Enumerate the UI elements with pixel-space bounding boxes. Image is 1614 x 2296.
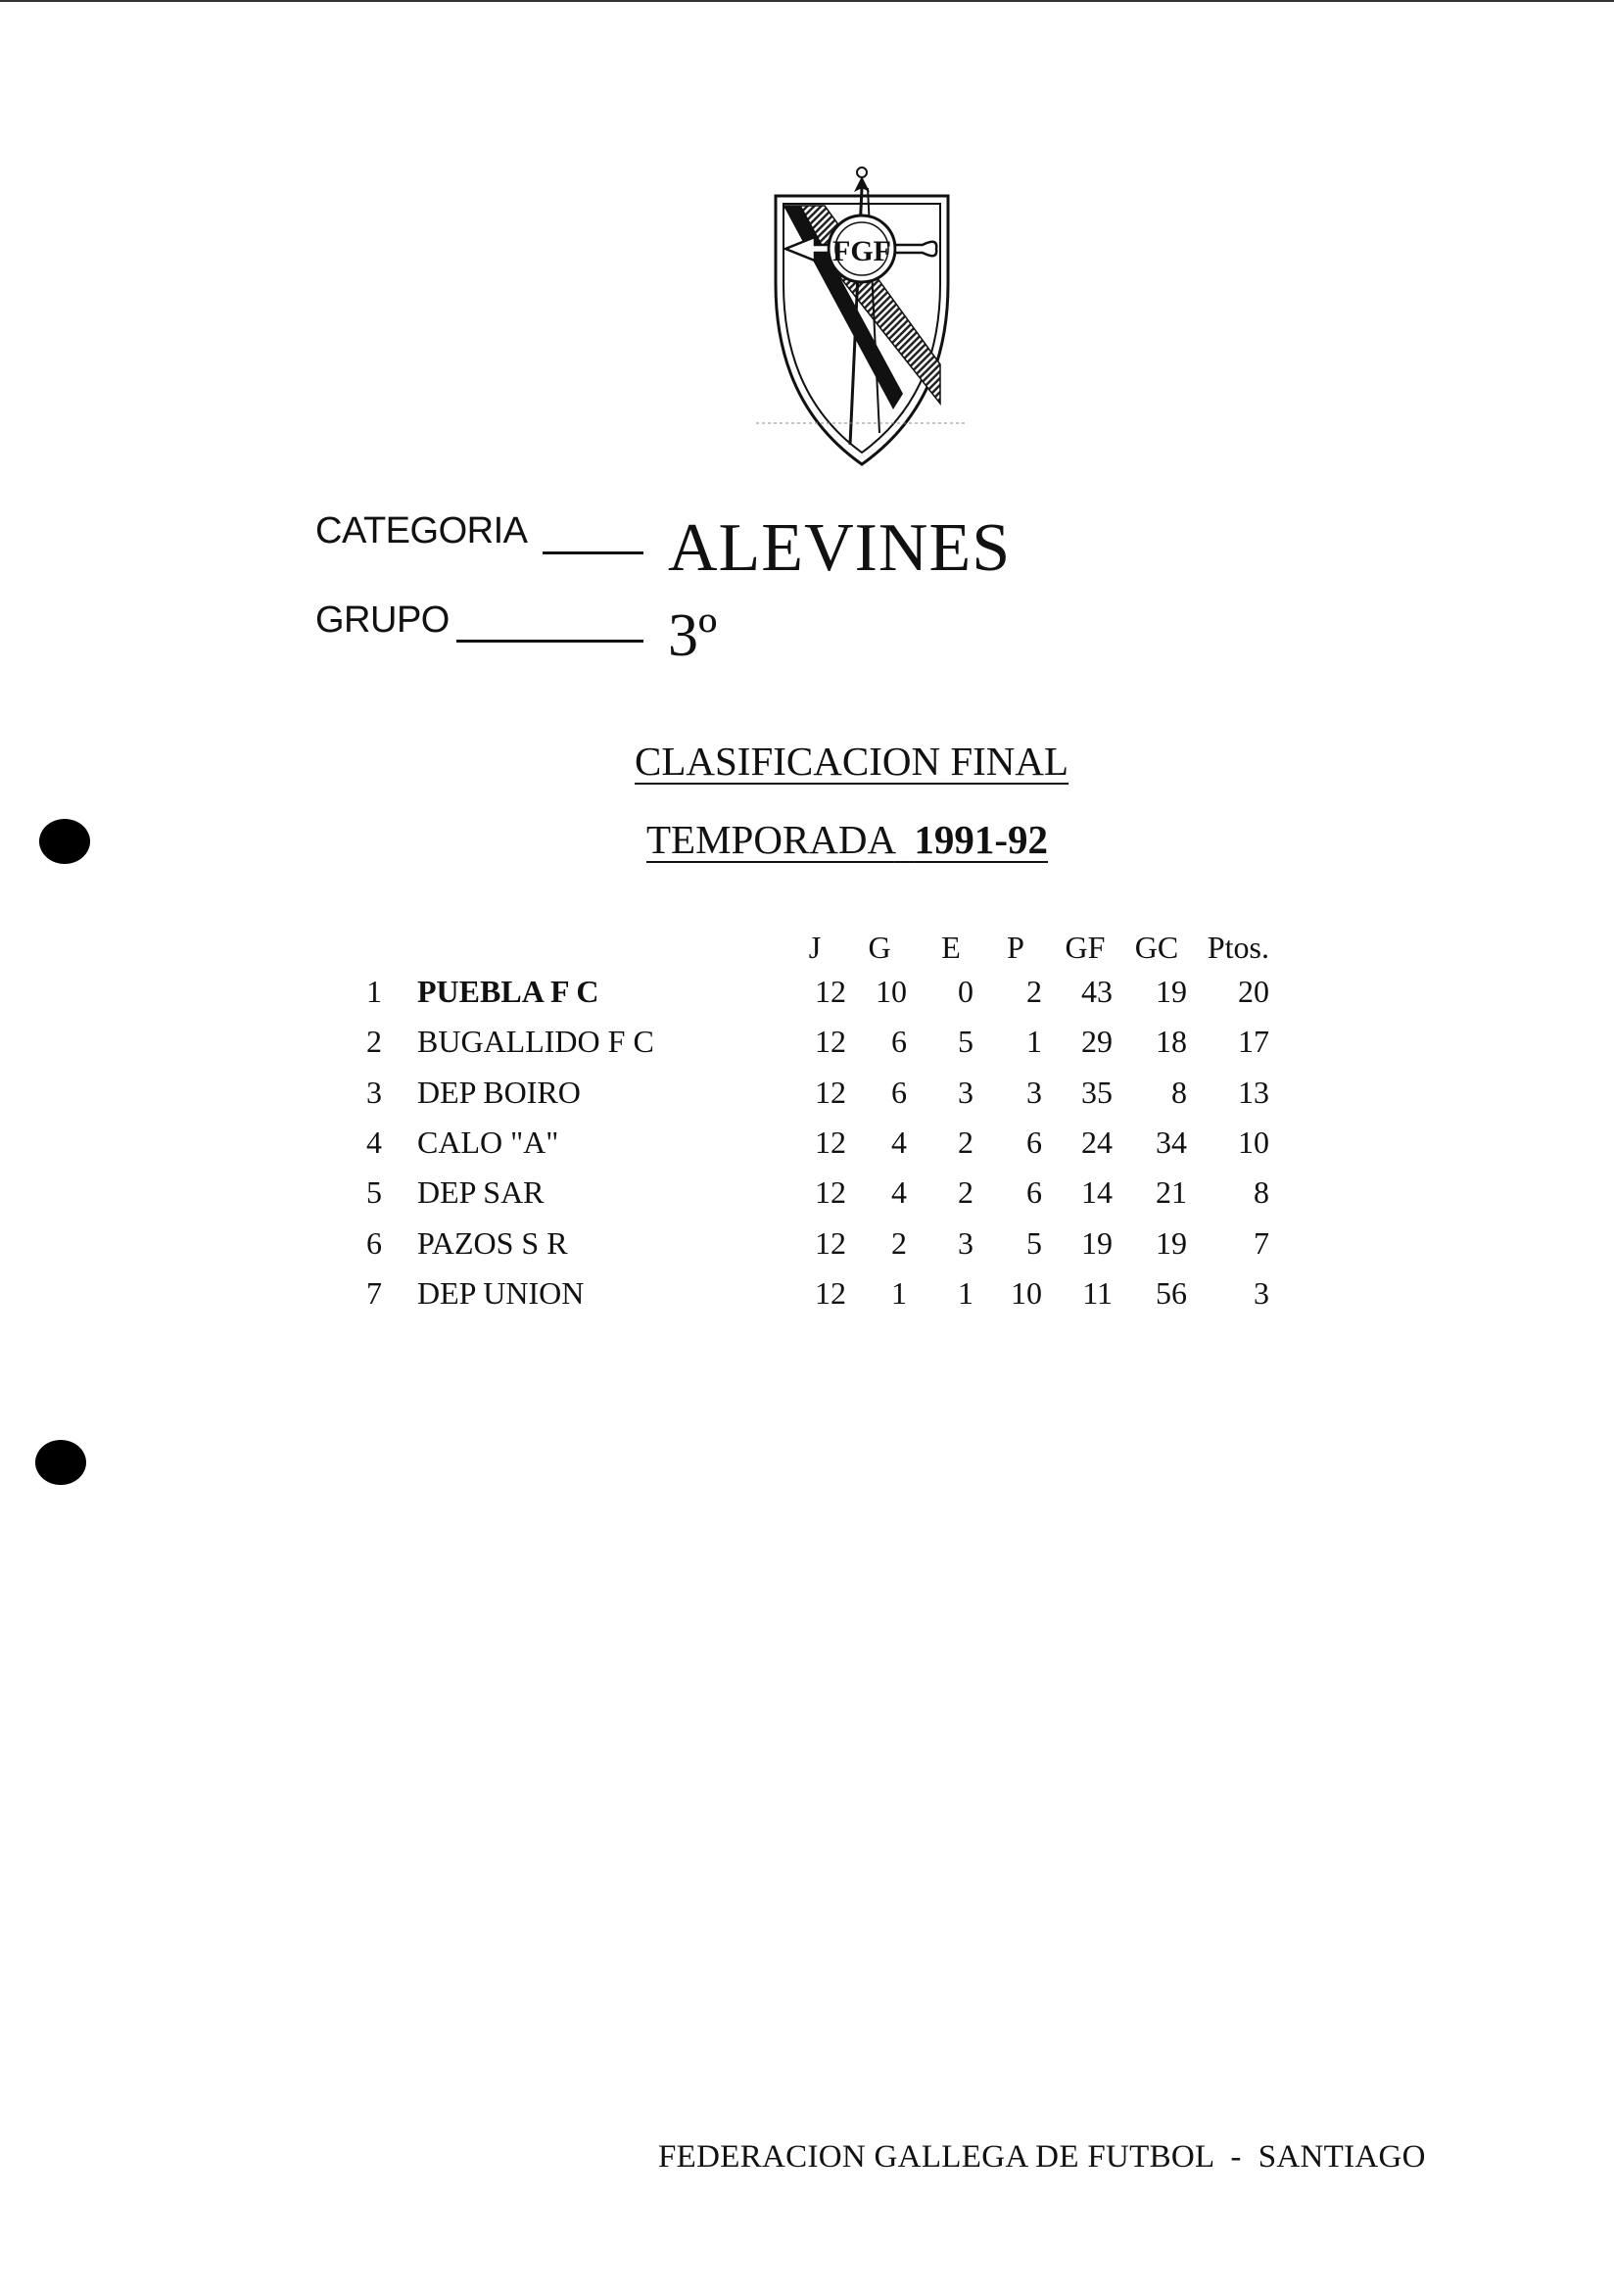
cell-j: 12 <box>815 1174 846 1211</box>
col-header-g: G <box>868 930 891 965</box>
categoria-label: CATEGORIA <box>315 510 528 551</box>
punch-hole <box>39 819 90 864</box>
page-edge-line <box>0 0 1614 2</box>
cell-g: 4 <box>891 1174 907 1211</box>
categoria-underline <box>543 551 643 554</box>
cell-g: 10 <box>876 974 907 1009</box>
cell-pts: 3 <box>1254 1274 1269 1311</box>
cell-e: 0 <box>958 974 973 1009</box>
cell-team: PAZOS S R <box>417 1224 568 1261</box>
cell-e: 2 <box>958 1124 973 1160</box>
grupo-label: GRUPO <box>315 599 450 641</box>
cell-p: 5 <box>1026 1224 1042 1261</box>
cell-gc: 18 <box>1156 1024 1187 1060</box>
grupo-underline <box>456 640 643 643</box>
table-row <box>0 1071 1614 1114</box>
cell-team: DEP UNION <box>417 1274 585 1311</box>
cell-pos: 7 <box>366 1274 382 1311</box>
cell-p: 6 <box>1026 1124 1042 1160</box>
table-row <box>0 1221 1614 1265</box>
svg-text:FGF: FGF <box>832 235 891 267</box>
crest-icon <box>756 159 968 470</box>
cell-pts: 8 <box>1254 1174 1269 1211</box>
cell-pos: 6 <box>366 1224 382 1261</box>
cell-gc: 34 <box>1156 1124 1187 1160</box>
col-header-ptos: Ptos. <box>1207 930 1269 965</box>
cell-pos: 2 <box>366 1024 382 1060</box>
clasificacion-title: CLASIFICACION FINAL <box>635 739 1069 784</box>
cell-team: DEP BOIRO <box>417 1074 581 1110</box>
col-header-p: P <box>1007 930 1024 965</box>
cell-e: 3 <box>958 1224 973 1261</box>
cell-gc: 19 <box>1156 1224 1187 1261</box>
table-row <box>0 1271 1614 1315</box>
cell-j: 12 <box>815 1074 846 1110</box>
table-header <box>0 926 1614 969</box>
temporada-line <box>646 816 1048 863</box>
cell-g: 4 <box>891 1124 907 1160</box>
table-row <box>0 1121 1614 1164</box>
cell-e: 2 <box>958 1174 973 1211</box>
cell-pts: 20 <box>1238 974 1269 1009</box>
cell-e: 1 <box>958 1274 973 1311</box>
table-row <box>0 1020 1614 1063</box>
table-row <box>0 970 1614 1013</box>
cell-p: 2 <box>1026 974 1042 1009</box>
table-row <box>0 1171 1614 1214</box>
cell-pts: 7 <box>1254 1224 1269 1261</box>
cell-g: 6 <box>891 1074 907 1110</box>
cell-p: 6 <box>1026 1174 1042 1211</box>
cell-gc: 19 <box>1156 974 1187 1009</box>
cell-gf: 35 <box>1081 1074 1113 1110</box>
cell-j: 12 <box>815 974 846 1009</box>
cell-g: 1 <box>891 1274 907 1311</box>
temporada-label: TEMPORADA <box>646 817 894 862</box>
cell-pos: 5 <box>366 1174 382 1211</box>
col-header-e: E <box>941 930 961 965</box>
cell-p: 10 <box>1011 1274 1042 1311</box>
cell-gf: 43 <box>1081 974 1113 1009</box>
cell-e: 3 <box>958 1074 973 1110</box>
cell-j: 12 <box>815 1024 846 1060</box>
cell-gf: 19 <box>1081 1224 1113 1261</box>
cell-p: 1 <box>1026 1024 1042 1060</box>
cell-gc: 21 <box>1156 1174 1187 1211</box>
cell-team: PUEBLA F C <box>417 974 599 1009</box>
cell-team: DEP SAR <box>417 1174 545 1211</box>
cell-pts: 13 <box>1238 1074 1269 1110</box>
cell-pts: 17 <box>1238 1024 1269 1060</box>
cell-pos: 4 <box>366 1124 382 1160</box>
cell-e: 5 <box>958 1024 973 1060</box>
col-header-j: J <box>808 930 822 965</box>
cell-j: 12 <box>815 1274 846 1311</box>
cell-gf: 14 <box>1081 1174 1113 1211</box>
cell-gc: 56 <box>1156 1274 1187 1311</box>
cell-j: 12 <box>815 1224 846 1261</box>
cell-j: 12 <box>815 1124 846 1160</box>
cell-pos: 1 <box>366 974 382 1009</box>
cell-g: 2 <box>891 1224 907 1261</box>
cell-gf: 24 <box>1081 1124 1113 1160</box>
cell-gf: 29 <box>1081 1024 1113 1060</box>
cell-team: BUGALLIDO F C <box>417 1024 654 1060</box>
cell-gf: 11 <box>1082 1274 1113 1311</box>
season-value: 1991-92 <box>914 817 1049 862</box>
col-header-gf: GF <box>1065 930 1106 965</box>
punch-hole <box>35 1440 86 1485</box>
cell-pts: 10 <box>1238 1124 1269 1160</box>
categoria-value: ALEVINES <box>668 510 1012 586</box>
footer-federation: FEDERACION GALLEGA DE FUTBOL - SANTIAGO <box>658 2139 1426 2175</box>
cell-team: CALO "A" <box>417 1124 559 1160</box>
cell-p: 3 <box>1026 1074 1042 1110</box>
grupo-value: 3º <box>668 602 718 669</box>
cell-pos: 3 <box>366 1074 382 1110</box>
cell-g: 6 <box>891 1024 907 1060</box>
cell-gc: 8 <box>1171 1074 1187 1110</box>
col-header-gc: GC <box>1134 930 1179 965</box>
